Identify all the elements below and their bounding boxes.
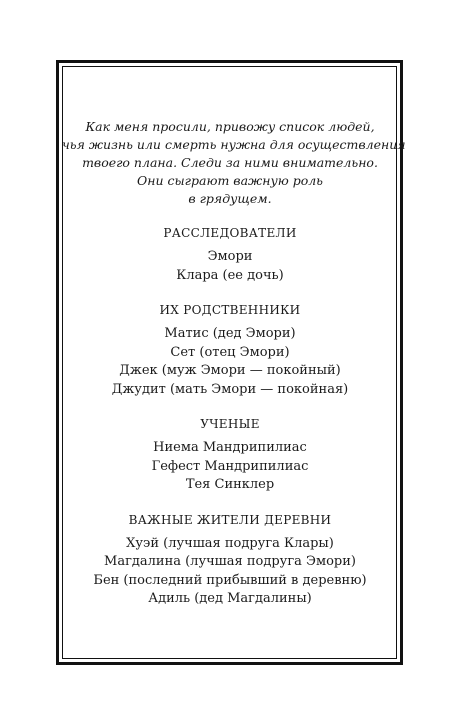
- list-item: Джек (муж Эмори — покойный): [119, 363, 341, 378]
- intro-line: чья жизнь или смерть нужна для осуществления: [62, 137, 406, 152]
- list-item: Бен (последний прибывший в деревню): [93, 572, 367, 588]
- intro-line: Они сыграют важную роль: [137, 173, 323, 188]
- list-item: Сет (отец Эмори): [170, 344, 290, 360]
- section-title: УЧЕНЫЕ: [200, 417, 260, 431]
- list-item: Клара (ее дочь): [176, 267, 284, 283]
- intro-line: твоего плана. Следи за ними внимательно.: [82, 155, 378, 170]
- list-item: Гефест Мандрипилиас: [151, 458, 309, 474]
- list-item: Джудит (мать Эмори — покойная): [111, 381, 349, 397]
- section-village-residents: [62, 511, 398, 609]
- section-title: ИХ РОДСТВЕННИКИ: [159, 303, 301, 317]
- section-title: ВАЖНЫЕ ЖИТЕЛИ ДЕРЕВНИ: [128, 512, 332, 527]
- section-scientists: [62, 415, 398, 495]
- intro-paragraph: [62, 118, 406, 208]
- list-item: Адиль (дед Магдалины): [148, 591, 312, 606]
- list-item: Ниема Мандрипилиас: [153, 440, 307, 455]
- intro-line: в грядущем.: [188, 191, 272, 206]
- list-item: Эмори: [207, 249, 253, 264]
- intro-line: Как меня просили, привожу список людей,: [85, 119, 375, 134]
- list-item: Магдалина (лучшая подруга Эмори): [104, 554, 356, 569]
- section-relatives: [62, 301, 398, 399]
- section-investigators: [62, 224, 398, 285]
- list-item: Тея Синклер: [185, 477, 275, 492]
- document-content: [62, 118, 406, 609]
- section-title: РАССЛЕДОВАТЕЛИ: [163, 226, 297, 240]
- list-item: Матис (дед Эмори): [164, 326, 296, 341]
- list-item: Хуэй (лучшая подруга Клары): [126, 535, 334, 551]
